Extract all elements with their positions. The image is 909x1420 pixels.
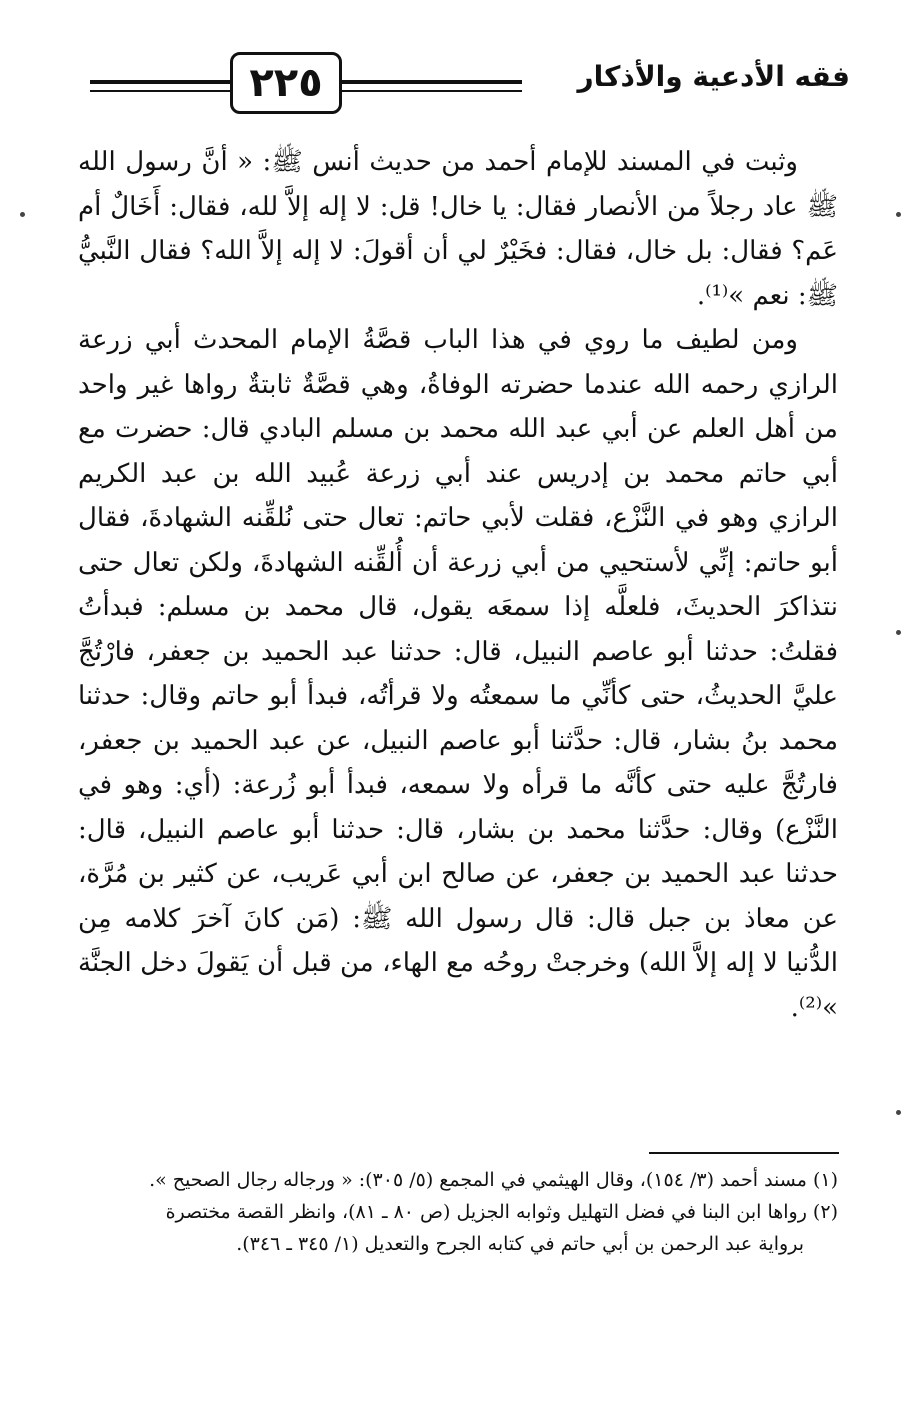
page-number: ٢٢٥	[230, 52, 342, 114]
margin-mark	[20, 212, 25, 217]
header-rule	[342, 90, 522, 92]
main-text	[78, 140, 838, 1030]
running-title: فقه الأدعية والأذكار	[577, 60, 850, 93]
margin-mark	[896, 1110, 901, 1115]
paragraph: ومن لطيف ما روي في هذا الباب قصَّةُ الإمام المحدث أبي زرعة الرازي رحمه الله عندما حضرته الوفاةُ، وهي قصَّةٌ ثابتةٌ رواها غير واحد من أهل العلم عن أبي عبد الله محمد بن مسلم البادي قال: حضرت مع أبي حاتم محمد بن إدريس عند أبي زرعة عُبيد الله بن عبد الكريم الرازي وهو في النَّزْع، فقلت لأبي حاتم: تعال حتى نُلقِّنه الشهادةَ، فقال أبو حاتم: إنِّي لأستحيي من أبي زرعة أن أُلقِّنه الشهادةَ، ولكن تعال حتى نتذاكرَ الحديثَ، فلعلَّه إذا سمعَه يقول، قال محمد بن مسلم: فبدأتُ فقلتُ: حدثنا أبو عاصم النبيل، قال: حدثنا عبد الحميد بن جعفر، فارْتُجَّ عليَّ الحديثُ، حتى كأنِّي ما سمعتُه ولا قرأتُه، فبدأ أبو حاتم وقال: حدثنا محمد بنُ بشار، قال: حدَّثنا أبو عاصم النبيل، عن عبد الحميد بن جعفر، فارتُجَّ عليه حتى كأنَّه ما قرأه ولا سمعه، فبدأ أبو زُرعة: (أي: وهو في النَّزْع) وقال: حدَّثنا محمد بن بشار، قال: حدثنا أبو عاصم النبيل، قال: حدثنا عبد الحميد بن جعفر، عن صالح ابن أبي عَريب، عن كثير بن مُرَّة، عن معاذ بن جبل قال: قال رسول الله ﷺ: (مَن كانَ آخرَ كلامه مِن الدُّنيا لا إله إلاَّ الله) وخرجتْ روحُه مع الهاء، من قبل أن يَقولَ دخل الجنَّة »⁽²⁾.	[78, 325, 838, 1023]
paragraph: وثبت في المسند للإمام أحمد من حديث أنس ﷺ: « أنَّ رسول الله ﷺ عاد رجلاً من الأنصار فقال: يا خال! قل: لا إله إلاَّ لله، فقال: أَخَالٌ أم عَم؟ فقال: بل خال، فقال: فخَيْرٌ لي أن أقولَ: لا إله إلاَّ الله؟ فقال النَّبيُّ ﷺ: نعم »⁽¹⁾.	[78, 147, 838, 311]
footnote: (١) مسند أحمد (٣/ ١٥٤)، وقال الهيثمي في المجمع (٥/ ٣٠٥): « ورجاله رجال الصحيح ».	[149, 1169, 838, 1191]
header-rule	[90, 80, 230, 84]
header-rule	[342, 80, 522, 84]
footnotes	[78, 1164, 838, 1260]
margin-mark	[896, 212, 901, 217]
footnote-separator	[649, 1152, 839, 1154]
footnote-continuation: برواية عبد الرحمن بن أبي حاتم في كتابه الجرح والتعديل (١/ ٣٤٥ ـ ٣٤٦).	[236, 1233, 804, 1255]
header-rule	[90, 90, 230, 92]
footnote: (٢) رواها ابن البنا في فضل التهليل وثوابه الجزيل (ص ٨٠ ـ ٨١)، وانظر القصة مختصرة	[165, 1201, 838, 1223]
page-header	[70, 42, 850, 132]
margin-mark	[896, 630, 901, 635]
